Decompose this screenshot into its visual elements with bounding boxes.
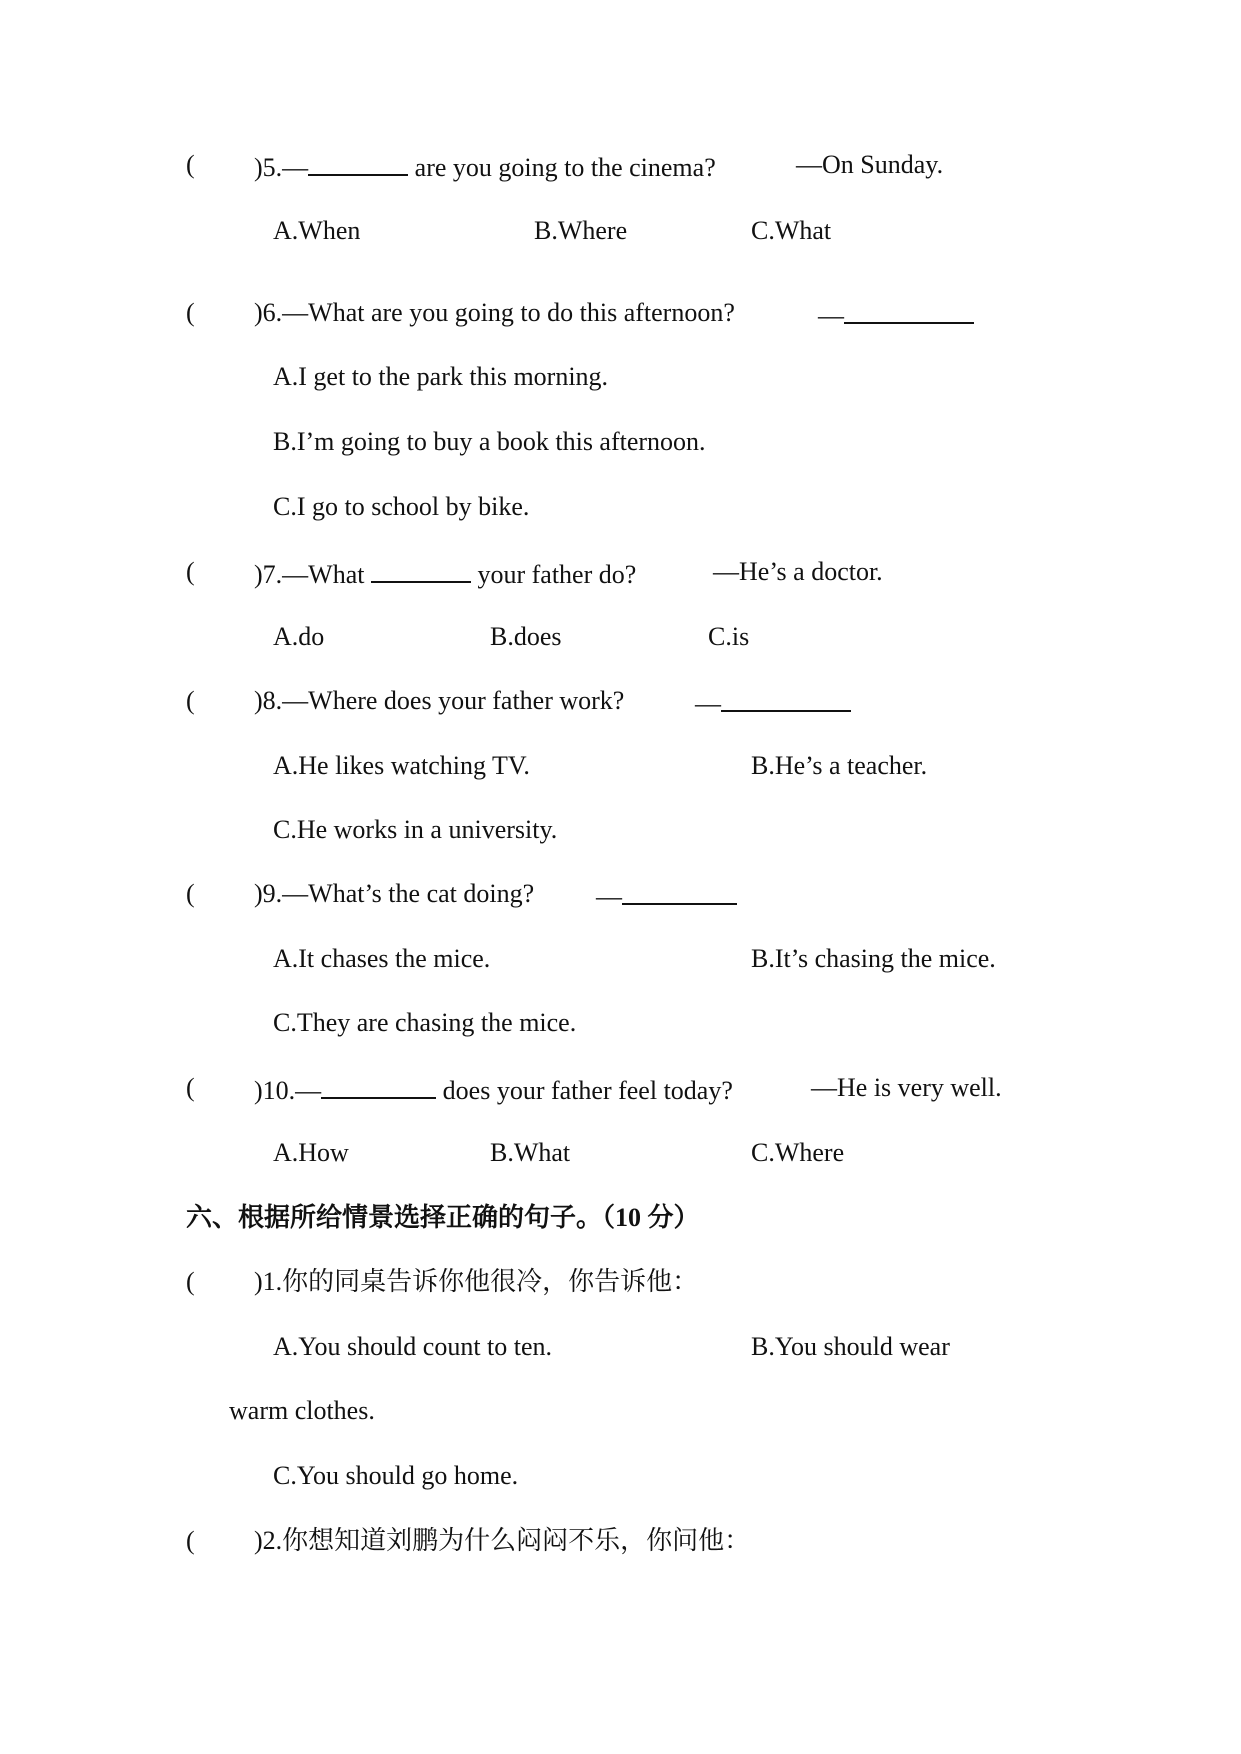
q9-answer-blank[interactable]: [622, 877, 737, 905]
q5-stem: [254, 148, 716, 185]
q9-response: [596, 877, 737, 914]
q7-stem-prefix: )7.—What: [254, 560, 365, 589]
q5-stem-prefix: )5.—: [254, 153, 309, 182]
q10-option-a: A.How: [273, 1138, 349, 1167]
q5-answer-blank[interactable]: [308, 148, 408, 176]
q8-dash: —: [695, 689, 721, 718]
q10-stem: [254, 1071, 733, 1108]
q8-response: [695, 684, 851, 721]
s1-option-a: A.You should count to ten.: [273, 1332, 553, 1361]
q5-answer: —On Sunday.: [796, 150, 944, 179]
q8-paren: (: [186, 686, 195, 715]
s1-option-b-continued: warm clothes.: [229, 1396, 375, 1425]
q6-option-b: B.I’m going to buy a book this afternoon.: [273, 427, 706, 456]
q8-option-c: C.He works in a university.: [273, 815, 558, 844]
q6-option-a: A.I get to the park this morning.: [273, 362, 609, 391]
q6-option-c: C.I go to school by bike.: [273, 492, 530, 521]
s1-option-b: B.You should wear: [751, 1332, 950, 1361]
q8-option-b: B.He’s a teacher.: [751, 751, 928, 780]
q7-answer-blank[interactable]: [371, 555, 471, 583]
q9-option-a: A.It chases the mice.: [273, 944, 491, 973]
q10-option-b: B.What: [490, 1138, 571, 1167]
q9-paren: (: [186, 879, 195, 908]
q6-dash: —: [818, 301, 844, 330]
section-6-heading: 六、根据所给情景选择正确的句子。（10 分）: [186, 1203, 700, 1232]
q10-paren: (: [186, 1073, 195, 1102]
q6-paren: (: [186, 298, 195, 327]
q10-stem-suffix: does your father feel today?: [436, 1076, 733, 1105]
q9-option-b: B.It’s chasing the mice.: [751, 944, 996, 973]
q10-option-c: C.Where: [751, 1138, 845, 1167]
q7-stem: [254, 555, 636, 592]
q6-response: [818, 296, 974, 333]
q7-paren: (: [186, 557, 195, 586]
q6-stem: )6.—What are you going to do this afternoon?: [254, 298, 735, 327]
q7-answer: —He’s a doctor.: [713, 557, 883, 586]
q8-option-a: A.He likes watching TV.: [273, 751, 530, 780]
q10-stem-prefix: )10.—: [254, 1076, 322, 1105]
q5-stem-suffix: are you going to the cinema?: [408, 153, 716, 182]
q5-option-b: B.Where: [534, 216, 628, 245]
q5-paren: (: [186, 150, 195, 179]
s2-stem: )2.你想知道刘鹏为什么闷闷不乐，你问他：: [254, 1526, 751, 1555]
q5-option-c: C.What: [751, 216, 832, 245]
s1-stem: )1.你的同桌告诉你他很冷，你告诉他：: [254, 1267, 699, 1296]
q9-option-c: C.They are chasing the mice.: [273, 1008, 577, 1037]
q6-answer-blank[interactable]: [844, 296, 974, 324]
s1-paren: (: [186, 1267, 195, 1296]
q7-option-a: A.do: [273, 622, 325, 651]
q9-stem: )9.—What’s the cat doing?: [254, 879, 535, 908]
q8-stem: )8.—Where does your father work?: [254, 686, 625, 715]
q10-answer-blank[interactable]: [321, 1071, 436, 1099]
q9-dash: —: [596, 882, 622, 911]
q7-option-c: C.is: [708, 622, 750, 651]
q10-answer: —He is very well.: [811, 1073, 1002, 1102]
q7-stem-suffix: your father do?: [470, 560, 637, 589]
s2-paren: (: [186, 1526, 195, 1555]
s1-option-c: C.You should go home.: [273, 1461, 519, 1490]
q7-option-b: B.does: [490, 622, 562, 651]
q8-answer-blank[interactable]: [721, 684, 851, 712]
q5-option-a: A.When: [273, 216, 361, 245]
